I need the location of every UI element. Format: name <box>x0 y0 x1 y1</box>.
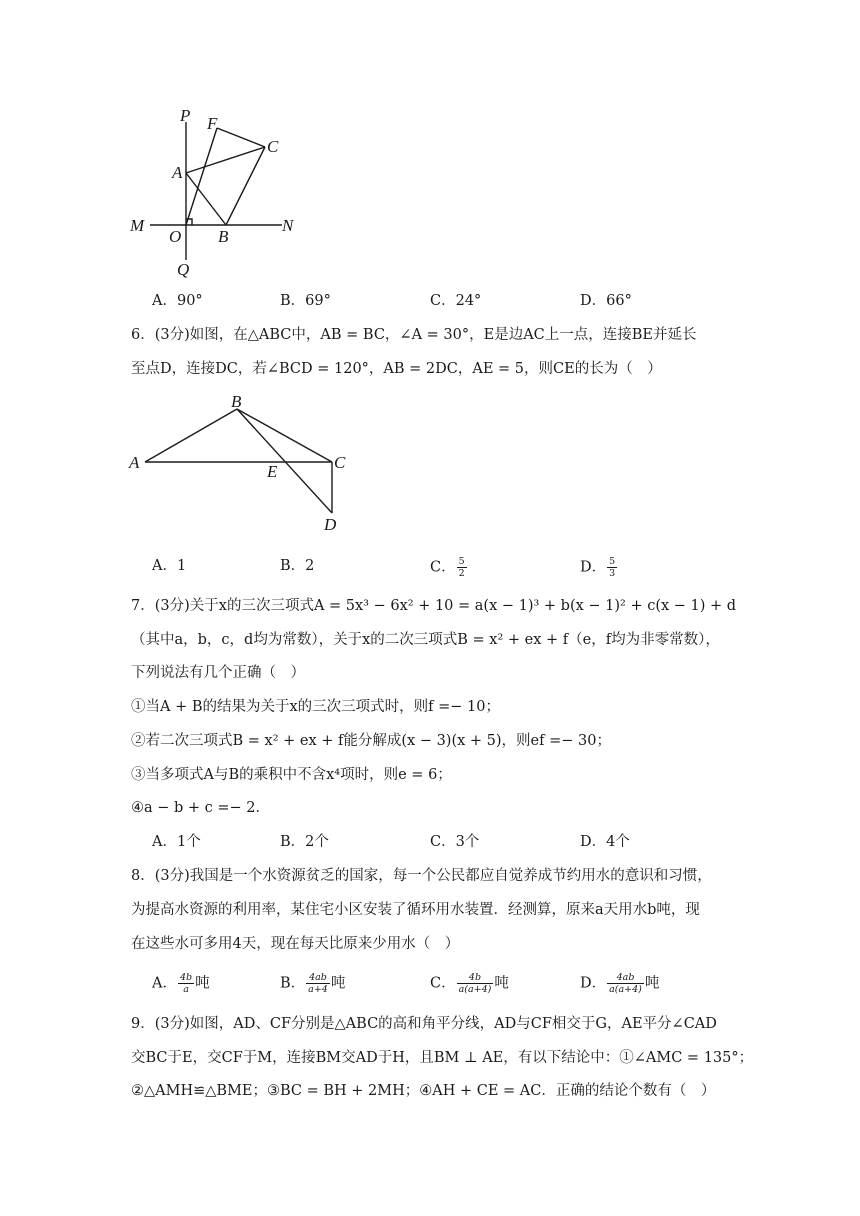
q7-option-b: B．2个 <box>280 834 329 850</box>
label-F: F <box>207 114 218 133</box>
label-C: C <box>334 453 346 472</box>
label-P: P <box>180 106 191 125</box>
label-O: O <box>169 227 182 246</box>
q7-stem-line3: 下列说法有几个正确（ ） <box>131 665 305 681</box>
label-Q: Q <box>177 260 190 279</box>
label-D: D <box>324 515 337 534</box>
q6-stem-line2: 至点D，连接DC，若∠BCD = 120°，AB = 2DC，AE = 5，则CE的长为（ ） <box>131 361 662 377</box>
q6-option-b: B．2 <box>280 558 315 574</box>
q5-option-b: B．69° <box>280 293 331 309</box>
q8-option-c: C． $\frac{4b}{a(a+4)}$ 吨 <box>430 972 509 995</box>
q8-option-a: A． $\frac{4b}{a}$ 吨 <box>152 972 210 995</box>
q6-option-c: C． $\frac{5}{2}$ <box>430 556 465 579</box>
q6-option-d: D． $\frac{5}{3}$ <box>580 556 616 579</box>
q5-figure <box>120 100 320 285</box>
q8-stem-line3: 在这些水可多用4天，现在每天比原来少用水（ ） <box>131 936 460 952</box>
q5-option-d: D．66° <box>580 293 632 309</box>
q7-statement-2: ②若二次三项式B = x² + ex + f能分解成(x − 3)(x + 5)，则ef =− 30； <box>131 733 611 749</box>
q9-stem-line2: 交BC于E，交CF于M，连接BM交AD于H，且BM ⊥ AE，有以下结论中：①∠AMC = 135°； <box>131 1050 754 1066</box>
q9-stem-line1: 9．(3分)如图，AD、CF分别是△ABC的高和角平分线，AD与CF相交于G，AE平分∠CAD <box>131 1016 717 1032</box>
q5-option-c: C．24° <box>430 293 482 309</box>
q7-option-a: A．1个 <box>152 834 201 850</box>
q7-statement-3: ③当多项式A与B的乘积中不含x⁴项时，则e = 6； <box>131 767 452 783</box>
q8-option-d: D． $\frac{4ab}{a(a+4)}$ 吨 <box>580 972 660 995</box>
label-M: M <box>130 216 145 235</box>
q7-stem-line1: 7．(3分)关于x的三次三项式A = 5x³ − 6x² + 10 = a(x − 1)³ + b(x − 1)² + c(x − 1) + d <box>131 598 737 614</box>
q7-statement-1: ①当A + B的结果为关于x的三次三项式时，则f =− 10； <box>131 699 501 715</box>
q6-option-a: A．1 <box>152 558 187 574</box>
q7-statement-4: ④a − b + c =− 2． <box>131 800 271 816</box>
label-N: N <box>282 216 294 235</box>
q7-option-d: D．4个 <box>580 834 630 850</box>
label-B: B <box>231 392 242 411</box>
q5-option-a: A．90° <box>152 293 203 309</box>
label-A: A <box>129 453 140 472</box>
q6-figure <box>125 388 355 538</box>
label-C: C <box>267 137 279 156</box>
label-A: A <box>172 163 183 182</box>
q9-stem-line3: ②△AMH≌△BME；③BC = BH + 2MH；④AH + CE = AC．正确的结论个数有（ ） <box>131 1083 716 1099</box>
q8-stem-line1: 8．(3分)我国是一个水资源贫乏的国家，每一个公民都应自觉养成节约用水的意识和习惯， <box>131 868 712 884</box>
q6-stem-line1: 6．(3分)如图，在△ABC中，AB = BC，∠A = 30°，E是边AC上一点，连接BE并延长 <box>131 327 697 343</box>
label-E: E <box>267 462 278 481</box>
q7-option-c: C．3个 <box>430 834 480 850</box>
q7-stem-line2: （其中a，b，c，d均为常数），关于x的二次三项式B = x² + ex + f（e，f均为非零常数）， <box>131 632 720 648</box>
q8-option-b: B． $\frac{4ab}{a+4}$ 吨 <box>280 972 346 995</box>
label-B: B <box>218 227 229 246</box>
q8-stem-line2: 为提高水资源的利用率，某住宅小区安装了循环用水装置．经测算，原来a天用水b吨，现 <box>131 902 700 918</box>
